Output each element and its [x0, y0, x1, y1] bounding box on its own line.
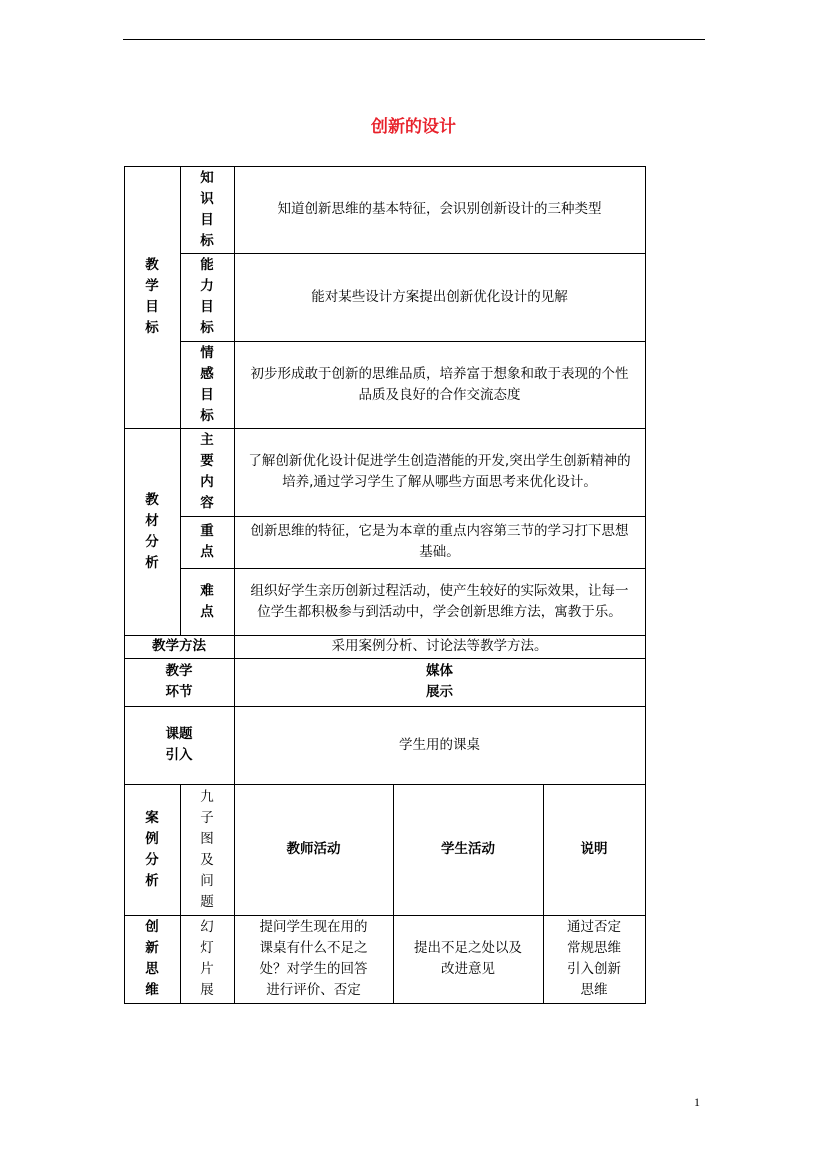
- difficult-point-label: 难 点: [200, 582, 214, 620]
- ability-goal-label: 能 力 目 标: [200, 257, 214, 336]
- analysis-group-label: 教 材 分 析: [145, 491, 159, 571]
- case-label: 案 例 分 析: [145, 809, 159, 889]
- main-content-text: 了解创新优化设计促进学生创造潜能的开发,突出学生创新精神的培养,通过学习学生了解从哪些方面思考来优化设计。: [248, 453, 631, 490]
- innovation-note: 通过否定 常规思维 引入创新 思维: [567, 919, 621, 998]
- innovation-label: 创 新 思 维: [145, 919, 159, 998]
- goals-group-label: 教 学 目 标: [145, 257, 159, 336]
- ability-goal-text: 能对某些设计方案提出创新优化设计的见解: [311, 288, 568, 305]
- page-number: 1: [694, 1095, 700, 1109]
- key-point-label: 重 点: [200, 523, 214, 560]
- method-label: 教学方法: [152, 638, 206, 654]
- innovation-teacher-activity: 提问学生现在用的 课桌有什么不足之 处？对学生的回答 进行评价、否定: [259, 919, 368, 998]
- difficult-point-text: 组织好学生亲历创新过程活动，使产生较好的实际效果，让每一位学生都积极参与到活动中，学会创新思维方法，寓教于乐。: [250, 582, 629, 620]
- intro-text: 学生用的课桌: [399, 736, 480, 753]
- innovation-sub-label: 幻 灯 片 展: [200, 919, 214, 998]
- stage-label: 教学 环节: [165, 663, 193, 700]
- knowledge-goal-label: 知 识 目 标: [200, 169, 214, 249]
- knowledge-goal-text: 知道创新思维的基本特征，会识别创新设计的三种类型: [277, 201, 602, 217]
- case-sub-label: 九 子 图 及 问 题: [200, 788, 214, 910]
- header-rule: [123, 39, 705, 40]
- innovation-student-activity: 提出不足之处以及 改进意见: [414, 940, 522, 977]
- emotion-goal-label: 情 感 目 标: [200, 344, 214, 424]
- page-title: 创新的设计: [371, 117, 456, 137]
- student-activity-header: 学生活动: [441, 841, 495, 857]
- emotion-goal-text: 初步形成敢于创新的思维品质，培养富于想象和敢于表现的个性品质及良好的合作交流态度: [250, 365, 629, 403]
- teacher-activity-header: 教师活动: [286, 841, 341, 857]
- main-content-label: 主 要 内 容: [200, 432, 214, 511]
- note-header: 说明: [580, 841, 608, 857]
- intro-label: 课题 引入: [165, 726, 193, 763]
- method-text: 采用案例分析、讨论法等教学方法。: [331, 638, 548, 654]
- key-point-text: 创新思维的特征，它是为本章的重点内容第三节的学习打下思想基础。: [250, 523, 629, 560]
- media-label: 媒体 展示: [426, 663, 453, 700]
